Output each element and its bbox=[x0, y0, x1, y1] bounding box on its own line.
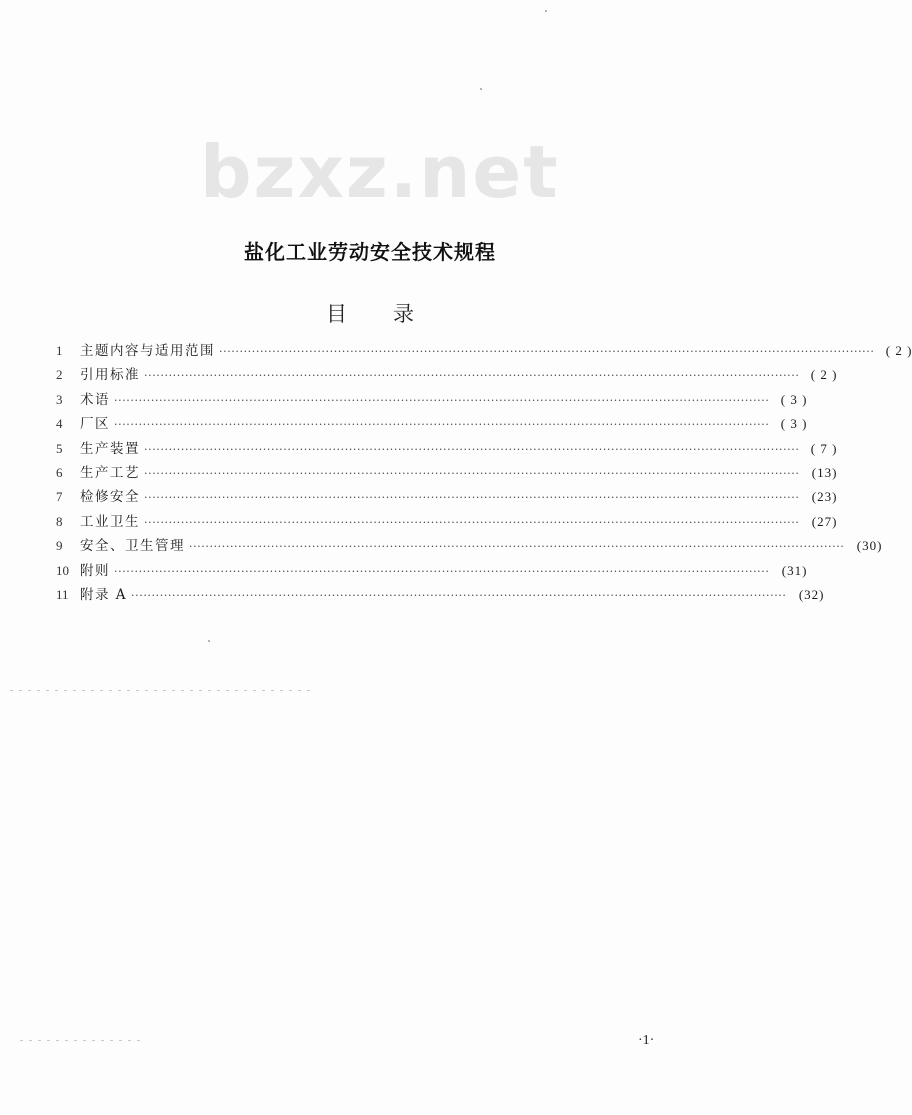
toc-entry-page: (13) bbox=[811, 464, 838, 480]
toc-entry-title: 安全、卫生管理 bbox=[80, 538, 185, 555]
toc-entry-number: 8 bbox=[56, 513, 63, 529]
toc-entry bbox=[56, 461, 838, 485]
toc-entry-page: ( 3 ) bbox=[780, 391, 808, 407]
toc-entry-title: 生产装置 bbox=[80, 440, 140, 457]
toc-dot-leader: ································································································································································ bbox=[131, 588, 787, 602]
scan-speck bbox=[208, 640, 210, 642]
toc-entry bbox=[56, 339, 912, 363]
toc-entry bbox=[56, 412, 808, 436]
toc-entry-number: 1 bbox=[56, 343, 63, 358]
toc-dot-leader: ································································································································································ bbox=[114, 564, 770, 578]
toc-dot-leader: ································································································································································ bbox=[144, 466, 800, 480]
toc-entry-title: 术语 bbox=[80, 391, 110, 408]
toc-entry-page: ( 2 ) bbox=[810, 367, 838, 383]
toc-entry-number: 9 bbox=[56, 538, 63, 554]
toc-entry bbox=[56, 485, 838, 509]
toc-entry-title: 工业卫生 bbox=[80, 513, 140, 530]
toc-entry-number: 3 bbox=[56, 391, 63, 407]
toc-entry-page: ( 7 ) bbox=[810, 440, 838, 456]
toc-entry-page: (23) bbox=[811, 489, 838, 505]
toc-entry-title: 生产工艺 bbox=[80, 464, 140, 481]
toc-dot-leader: ································································································································································ bbox=[144, 442, 800, 456]
toc-entry bbox=[56, 510, 838, 534]
toc-entry-title: 主题内容与适用范围 bbox=[80, 343, 215, 359]
toc-entry-number: 10 bbox=[56, 562, 69, 578]
toc-entry bbox=[56, 388, 808, 412]
toc-entry-page: (32) bbox=[798, 586, 825, 602]
scan-artifact bbox=[20, 1040, 140, 1041]
toc-entry-number: 2 bbox=[56, 367, 63, 383]
toc-entry-number: 11 bbox=[56, 586, 69, 602]
toc-dot-leader: ································································································································································ bbox=[114, 418, 770, 432]
toc-entry-title: 附则 bbox=[80, 562, 110, 579]
table-of-contents bbox=[56, 339, 912, 607]
document-title: 盐化工业劳动安全技术规程 bbox=[244, 240, 496, 264]
toc-entry bbox=[56, 583, 825, 607]
toc-entry bbox=[56, 363, 838, 387]
toc-entry bbox=[56, 437, 838, 461]
toc-entry bbox=[56, 534, 883, 558]
toc-dot-leader: ································································································································································ bbox=[144, 369, 800, 383]
toc-dot-leader: ································································································································································ bbox=[144, 491, 800, 505]
toc-entry-number: 7 bbox=[56, 489, 63, 505]
toc-dot-leader: ································································································································································ bbox=[114, 393, 770, 407]
toc-entry-page: (30) bbox=[856, 538, 883, 554]
toc-heading: 目录 bbox=[326, 302, 460, 326]
scan-artifact bbox=[10, 690, 310, 691]
scan-speck bbox=[480, 88, 482, 90]
toc-entry-title: 厂区 bbox=[80, 416, 110, 433]
toc-dot-leader: ································································································································································ bbox=[219, 345, 875, 358]
watermark: bzxz.net bbox=[200, 130, 560, 214]
toc-entry-number: 6 bbox=[56, 464, 63, 480]
toc-entry-page: ( 3 ) bbox=[780, 416, 808, 432]
toc-entry-number: 5 bbox=[56, 440, 63, 456]
toc-entry-title: 检修安全 bbox=[80, 489, 140, 506]
toc-entry-page: (31) bbox=[781, 562, 808, 578]
toc-entry-number: 4 bbox=[56, 416, 63, 432]
toc-entry bbox=[56, 559, 808, 583]
toc-entry-page: (27) bbox=[811, 513, 838, 529]
toc-entry-title: 附录 A bbox=[80, 586, 128, 603]
toc-entry-title: 引用标准 bbox=[80, 367, 140, 384]
scan-speck bbox=[545, 10, 547, 12]
toc-dot-leader: ································································································································································ bbox=[189, 540, 845, 554]
toc-dot-leader: ································································································································································ bbox=[144, 515, 800, 529]
page-number: ·1· bbox=[638, 1033, 655, 1048]
toc-entry-page: ( 2 ) bbox=[885, 343, 912, 358]
